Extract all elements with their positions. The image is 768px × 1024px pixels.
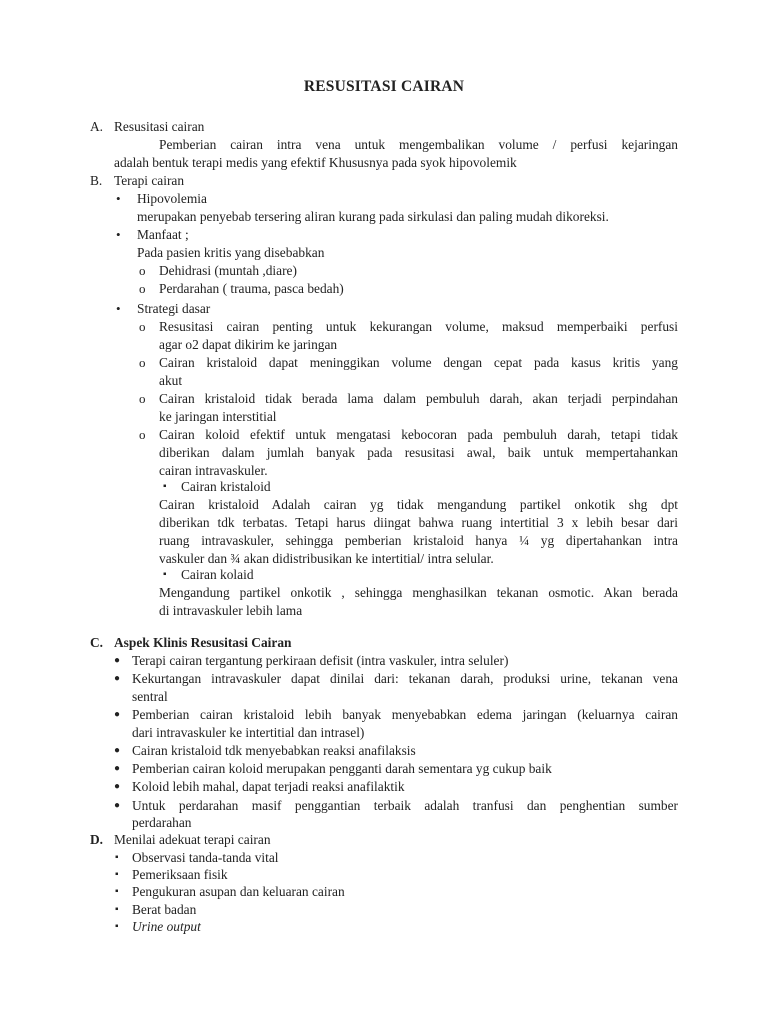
bullet-square: ▪ [163,481,167,492]
strategi-line: Cairan kristaloid dapat meninggikan volume dengan cepat pada kasus kritis yang [159,355,678,370]
page-title: RESUSITASI CAIRAN [303,78,465,95]
strategi-line: Resusitasi cairan penting untuk kekurangan volume, maksud memperbaiki perfusi [159,319,678,334]
bullet-square: ▪ [115,921,119,932]
bullet-dot: ● [114,800,121,811]
aspek-item: Pemberian cairan koloid merupakan pengganti darah sementara yg cukup baik [132,761,552,776]
menilai-item: Pemeriksaan fisik [132,867,228,882]
aspek-item: perdarahan [132,815,192,830]
strategi-line: Cairan koloid efektif untuk mengatasi kebocoran pada pembuluh darah, tetapi tidak [159,427,678,442]
strategi-line: cairan intravaskuler. [159,463,268,478]
bullet-dot: ● [114,745,121,756]
bullet-square: ▪ [115,869,119,880]
hipovolemia-text: merupakan penyebab tersering aliran kurang pada sirkulasi dan paling mudah dikoreksi. [137,209,609,224]
bullet-circle: o [139,319,146,334]
manfaat-label: Manfaat ; [137,227,189,242]
kristaloid-text: ruang intravaskuler, sehingga pemberian kristaloid hanya ¼ yg dipertahankan intra [159,533,678,548]
bullet-dot: ● [114,709,121,720]
aspek-item: Terapi cairan tergantung perkiraan defisit (intra vaskuler, intra seluler) [132,653,509,668]
bullet-dot: ● [114,763,121,774]
aspek-item: Pemberian cairan kristaloid lebih banyak menyebabkan edema jaringan (keluarnya cairan [132,707,678,722]
section-b-marker: B. [90,173,103,188]
kristaloid-text: diberikan tdk terbatas. Tetapi harus diingat bahwa ruang intertitial 3 x lebih besar dari [159,515,678,530]
koloid-text: Mengandung partikel onkotik , sehingga menghasilkan tekanan osmotic. Akan berada [159,585,678,600]
manfaat-text: Pada pasien kritis yang disebabkan [137,245,325,260]
bullet-square: ▪ [163,569,167,580]
section-b-heading: Terapi cairan [114,173,185,188]
section-c-marker: C. [90,635,104,650]
manfaat-item: Dehidrasi (muntah ,diare) [159,263,297,278]
strategi-line: ke jaringan interstitial [159,409,277,424]
bullet-circle: o [139,391,146,406]
bullet-dot: ● [114,655,121,666]
section-a-para-line: Pemberian cairan intra vena untuk mengembalikan volume / perfusi kejaringan [159,137,678,152]
bullet-square: ▪ [115,852,119,863]
bullet-dot: • [116,191,121,206]
section-c-heading: Aspek Klinis Resusitasi Cairan [114,635,292,650]
section-a-marker: A. [90,119,104,134]
strategi-label: Strategi dasar [137,301,211,316]
bullet-circle: o [139,355,146,370]
manfaat-item: Perdarahan ( trauma, pasca bedah) [159,281,344,296]
section-a-para-line: adalah bentuk terapi medis yang efektif Khususnya pada syok hipovolemik [114,155,517,170]
aspek-item: dari intravaskuler ke intertitial dan intrasel) [132,725,365,740]
bullet-dot: ● [114,673,121,684]
aspek-item: Untuk perdarahan masif penggantian terbaik adalah tranfusi dan penghentian sumber [132,798,678,813]
aspek-item: sentral [132,689,168,704]
kristaloid-label: Cairan kristaloid [181,479,271,494]
kristaloid-text: vaskuler dan ¾ akan didistribusikan ke intertitial/ intra selular. [159,551,494,566]
section-d-marker: D. [90,832,104,847]
strategi-line: agar o2 dapat dikirim ke jaringan [159,337,338,352]
bullet-dot: ● [114,781,121,792]
bullet-circle: o [139,263,146,278]
aspek-item: Kekurtangan intravaskuler dapat dinilai dari: tekanan darah, produksi urine, tekanan vena [132,671,678,686]
section-a-heading: Resusitasi cairan [114,119,205,134]
menilai-item: Urine output [132,919,201,934]
hipovolemia-label: Hipovolemia [137,191,207,206]
menilai-item: Pengukuran asupan dan keluaran cairan [132,884,345,899]
bullet-square: ▪ [115,904,119,915]
strategi-line: akut [159,373,183,388]
bullet-square: ▪ [115,886,119,897]
aspek-item: Cairan kristaloid tdk menyebabkan reaksi anafilaksis [132,743,416,758]
section-d-heading: Menilai adekuat terapi cairan [114,832,271,847]
menilai-item: Observasi tanda-tanda vital [132,850,279,865]
aspek-item: Koloid lebih mahal, dapat terjadi reaksi anafilaktik [132,779,405,794]
kristaloid-text: Cairan kristaloid Adalah cairan yg tidak mengandung partikel onkotik shg dpt [159,497,678,512]
bullet-circle: o [139,281,146,296]
strategi-line: diberikan dalam jumlah banyak pada resusitasi awal, baik untuk mempertahankan [159,445,678,460]
bullet-dot: • [116,301,121,316]
menilai-item: Berat badan [132,902,197,917]
koloid-text: di intravaskuler lebih lama [159,603,303,618]
koloid-label: Cairan kolaid [181,567,254,582]
bullet-dot: • [116,227,121,242]
bullet-circle: o [139,427,146,442]
strategi-line: Cairan kristaloid tidak berada lama dalam pembuluh darah, akan terjadi perpindahan [159,391,678,406]
